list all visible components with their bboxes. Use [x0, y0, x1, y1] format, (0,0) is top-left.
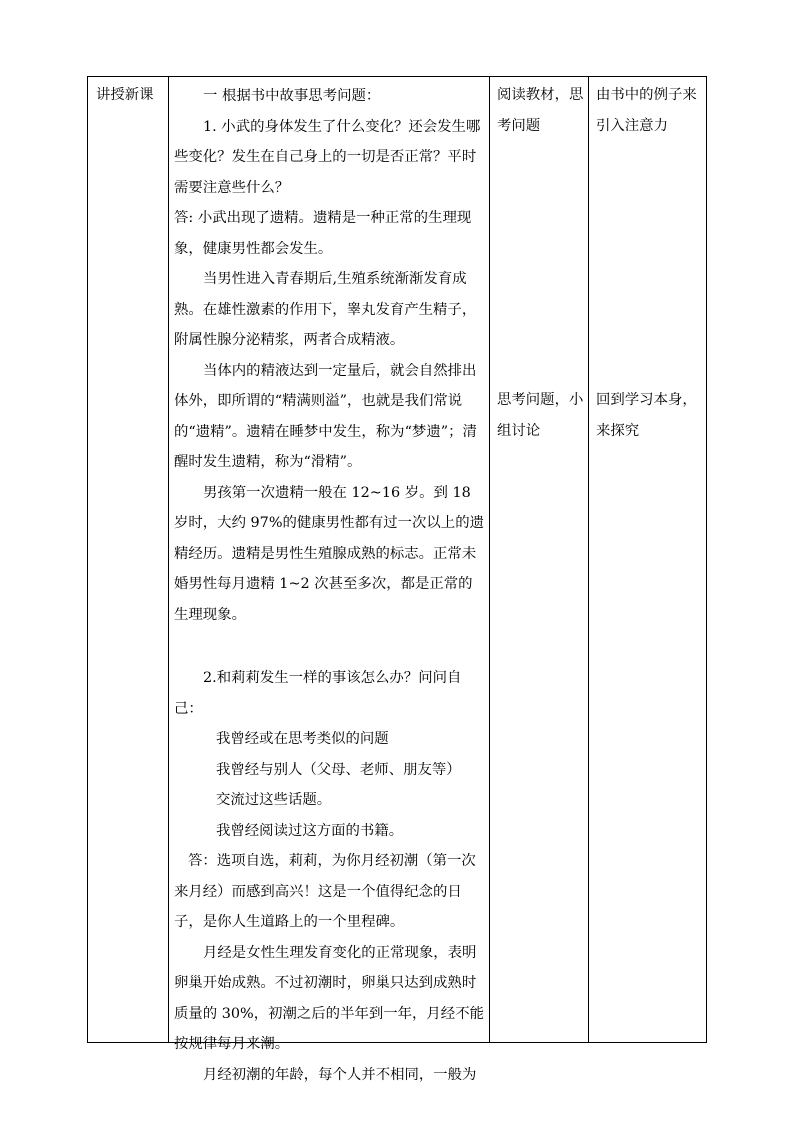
stage-label: 讲授新课	[96, 87, 154, 103]
design-intent-cell	[589, 77, 708, 446]
question-2: 2.和莉莉发生一样的事该怎么办？问问自己：	[174, 670, 462, 717]
list-item: 交流过这些话题。	[216, 792, 332, 808]
content-heading: 一 根据书中故事思考问题：	[203, 88, 381, 104]
list-item: 我曾经或在思考类似的问题	[216, 731, 389, 747]
content-cell	[168, 77, 490, 1090]
paragraph-4: 月经是女性生理发育变化的正常现象，表明卵巢开始成熟。不过初潮时，卵巢只达到成熟时质量的 30%，初潮之后的半年到一年，月经不能按规律每月来潮。	[174, 944, 484, 1052]
student-activity-text: 思考问题，小组讨论	[497, 392, 584, 439]
paragraph-3: 男孩第一次遗精一般在 12~16 岁。到 18 岁时，大约 97%的健康男性都有过一次以上的遗精经历。遗精是男性生殖腺成熟的标志。正常未婚男性每月遗精 1~2 次甚至多次，都是正常的生理现象。	[174, 484, 484, 623]
paragraph-1: 当男性进入青春期后,生殖系统渐渐发育成熟。在雄性激素的作用下，睾丸发育产生精子，附属性腺分泌精浆，两者合成精液。	[174, 271, 477, 348]
design-intent-text: 由书中的例子来引入注意力	[596, 87, 697, 134]
paragraph-2: 当体内的精液达到一定量后，就会自然排出体外，即所谓的“精满则溢”，也就是我们常说的“遗精”。遗精在睡梦中发生，称为“梦遗”；清醒时发生遗精，称为“滑精”。	[174, 362, 477, 470]
design-intent-text: 回到学习本身，来探究	[596, 392, 697, 439]
stage-cell	[88, 77, 168, 111]
question-1: 1. 小武的身体发生了什么变化？还会发生哪些变化？发生在自己身上的一切是否正常？平时需要注意些什么？	[174, 118, 481, 196]
lesson-plan-table	[87, 76, 707, 1083]
paragraph-5: 月经初潮的年龄，每个人并不相同，一般为	[203, 1066, 477, 1083]
list-item: 我曾经与别人（父母、老师、朋友等）	[216, 761, 461, 778]
student-activity-cell	[490, 77, 589, 446]
list-item: 我曾经阅读过这方面的书籍。	[216, 822, 404, 839]
answer-1: 答: 小武出现了遗精。遗精是一种正常的生理现象，健康男性都会发生。	[174, 210, 472, 257]
answer-2: 答：选项自选，莉莉，为你月经初潮（第一次来月经）而感到高兴！这是一个值得纪念的日子，是你人生道路上的一个里程碑。	[174, 853, 476, 930]
student-activity-text: 阅读教材，思考问题	[497, 87, 584, 134]
blank-line	[174, 630, 484, 663]
